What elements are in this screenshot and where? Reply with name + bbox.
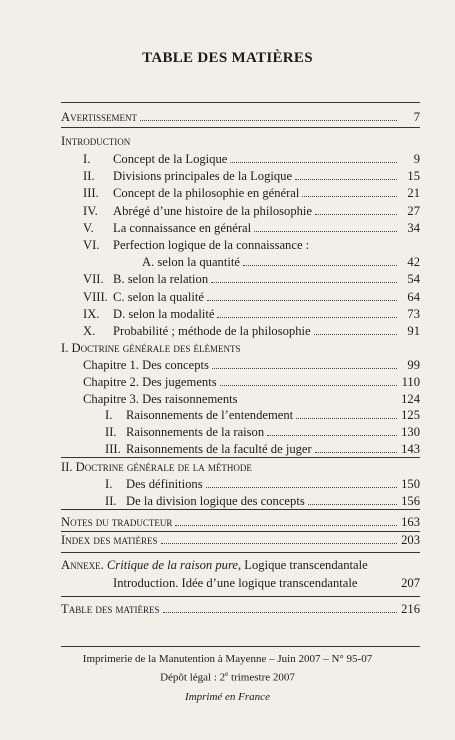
toc-entry bbox=[83, 184, 420, 202]
entry-page-number: 91 bbox=[407, 324, 420, 338]
toc-entry bbox=[105, 423, 420, 441]
entry-label: Des définitions bbox=[126, 477, 203, 491]
entry-number: II. bbox=[105, 494, 117, 508]
entry-label: Chapitre 1. Des concepts bbox=[83, 358, 209, 372]
entry-number: I. bbox=[105, 477, 113, 491]
entry-label: Concept de la Logique bbox=[113, 152, 228, 166]
dot-leader bbox=[315, 202, 397, 215]
dot-leader bbox=[296, 406, 397, 419]
dot-leader bbox=[241, 390, 397, 402]
section-heading-part1: I. Doctrine générale des éléments bbox=[61, 341, 241, 355]
dot-leader bbox=[254, 219, 397, 232]
rule-before-table bbox=[61, 596, 420, 597]
entry-label: A. selon la quantité bbox=[142, 255, 240, 270]
entry-page-number: 9 bbox=[413, 152, 420, 166]
entry-page-number: 124 bbox=[401, 392, 420, 406]
toc-entry bbox=[83, 150, 420, 168]
entry-number: IX. bbox=[83, 306, 100, 321]
toc-entry bbox=[105, 440, 420, 458]
entry-label: De la division logique des concepts bbox=[126, 494, 305, 508]
dot-leader bbox=[230, 150, 397, 163]
entry-label: D. selon la modalité bbox=[113, 306, 215, 321]
dot-leader bbox=[217, 305, 397, 318]
entry-label: Chapitre 3. Des raisonnements bbox=[83, 392, 238, 406]
entry-page-number: 130 bbox=[401, 425, 420, 439]
imprint-printer: Imprimerie de la Manutention à Mayenne – Juin 2007 – N° 95-07 bbox=[82, 653, 373, 665]
entry-number: II. bbox=[83, 169, 95, 184]
entry-label: Raisonnements de l’entendement bbox=[126, 408, 294, 422]
dot-leader bbox=[220, 373, 397, 386]
entry-number: I. bbox=[83, 152, 91, 166]
entry-number: VIII. bbox=[83, 289, 108, 304]
toc-entry bbox=[83, 236, 420, 254]
entry-number: V. bbox=[83, 220, 94, 235]
toc-entry bbox=[105, 475, 420, 493]
dot-leader bbox=[267, 423, 397, 436]
entry-label: Abrégé d’une histoire de la philosophie bbox=[113, 203, 312, 218]
entry-page-number: 21 bbox=[407, 186, 420, 201]
dot-leader bbox=[207, 288, 397, 301]
entry-page-number: 73 bbox=[407, 306, 420, 321]
toc-entry bbox=[142, 253, 420, 271]
entry-number: III. bbox=[105, 442, 121, 456]
section-heading-part2: II. Doctrine générale de la méthode bbox=[61, 460, 252, 474]
entry-number: II. bbox=[105, 425, 117, 439]
entry-page-number: 99 bbox=[407, 358, 420, 372]
dot-leader bbox=[206, 475, 397, 488]
toc-entry bbox=[105, 492, 420, 510]
imprint-legal-deposit: Dépôt légal : 2e trimestre 2007 bbox=[160, 670, 295, 684]
imprint-rule bbox=[61, 646, 420, 647]
dot-leader bbox=[312, 236, 397, 248]
toc-entry bbox=[83, 167, 420, 185]
imprint-printed-in: Imprimé en France bbox=[185, 691, 270, 703]
entry-number: III. bbox=[83, 186, 99, 201]
entry-page-number: 143 bbox=[401, 442, 420, 456]
entry-label: Raisonnements de la faculté de juger bbox=[126, 442, 312, 456]
toc-entry bbox=[83, 202, 420, 220]
dot-leader bbox=[315, 440, 397, 453]
entry-page-number: 110 bbox=[401, 375, 420, 389]
entry-label: La connaissance en général bbox=[113, 220, 252, 235]
entry-page-number: 156 bbox=[401, 494, 420, 508]
entry-number: VII. bbox=[83, 272, 104, 287]
entry-label: Perfection logique de la connaissance : bbox=[113, 238, 310, 252]
entry-page-number: 150 bbox=[401, 477, 420, 491]
top-rule bbox=[61, 102, 420, 103]
toc-entry bbox=[83, 305, 420, 323]
toc-entry-index: Index des matières 203 bbox=[61, 533, 420, 547]
entry-label: Probabilité ; méthode de la philosophie bbox=[113, 324, 311, 338]
entry-page-number: 34 bbox=[407, 220, 420, 235]
dot-leader bbox=[211, 270, 397, 283]
page-title: TABLE DES MATIÈRES bbox=[142, 50, 313, 66]
toc-entry-annexe: Annexe. Critique de la raison pure, Logique transcendantale bbox=[61, 558, 368, 572]
entry-page-number: 64 bbox=[407, 289, 420, 304]
dot-leader bbox=[314, 322, 397, 335]
entry-page-number: 54 bbox=[407, 272, 420, 287]
entry-label: C. selon la qualité bbox=[113, 289, 204, 304]
dot-leader bbox=[212, 356, 397, 369]
toc-entry bbox=[83, 219, 420, 237]
toc-entry-annexe-intro: Introduction. Idée d’une logique transcendantale 207 bbox=[113, 576, 420, 590]
entry-number: X. bbox=[83, 324, 96, 338]
dot-leader bbox=[163, 600, 398, 613]
rule-before-notes bbox=[61, 509, 420, 510]
entry-label: Raisonnements de la raison bbox=[126, 425, 265, 439]
entry-page-number: 42 bbox=[407, 255, 420, 270]
entry-page-number: 15 bbox=[407, 169, 420, 184]
toc-entry-notes: Notes du traducteur 163 bbox=[61, 515, 420, 529]
entry-number: I. bbox=[105, 408, 113, 422]
dot-leader bbox=[140, 108, 397, 121]
rule-after-avertissement bbox=[61, 127, 420, 128]
toc-entry bbox=[83, 288, 420, 306]
toc-entry-table: Table des matières 216 bbox=[61, 602, 420, 616]
toc-entry bbox=[83, 322, 420, 340]
entry-number: IV. bbox=[83, 203, 98, 218]
dot-leader bbox=[161, 531, 398, 544]
toc-entry bbox=[83, 270, 420, 288]
entry-number: VI. bbox=[83, 238, 100, 252]
toc-entry bbox=[83, 373, 420, 391]
dot-leader bbox=[302, 184, 397, 197]
dot-leader bbox=[308, 492, 397, 505]
entry-page-number: 27 bbox=[407, 203, 420, 218]
toc-entry bbox=[105, 406, 420, 424]
entry-label: Concept de la philosophie en général bbox=[113, 186, 300, 201]
dot-leader bbox=[295, 167, 397, 180]
dot-leader bbox=[243, 253, 397, 266]
entry-page-number: 125 bbox=[401, 408, 420, 422]
rule-before-annexe bbox=[61, 552, 420, 553]
entry-label: Chapitre 2. Des jugements bbox=[83, 375, 217, 389]
entry-label: B. selon la relation bbox=[113, 272, 209, 287]
dot-leader bbox=[175, 513, 397, 526]
toc-entry-avertissement: Avertissement 7 bbox=[61, 110, 420, 124]
section-heading-introduction: Introduction bbox=[61, 134, 131, 148]
entry-label: Divisions principales de la Logique bbox=[113, 169, 293, 184]
toc-entry bbox=[83, 356, 420, 374]
